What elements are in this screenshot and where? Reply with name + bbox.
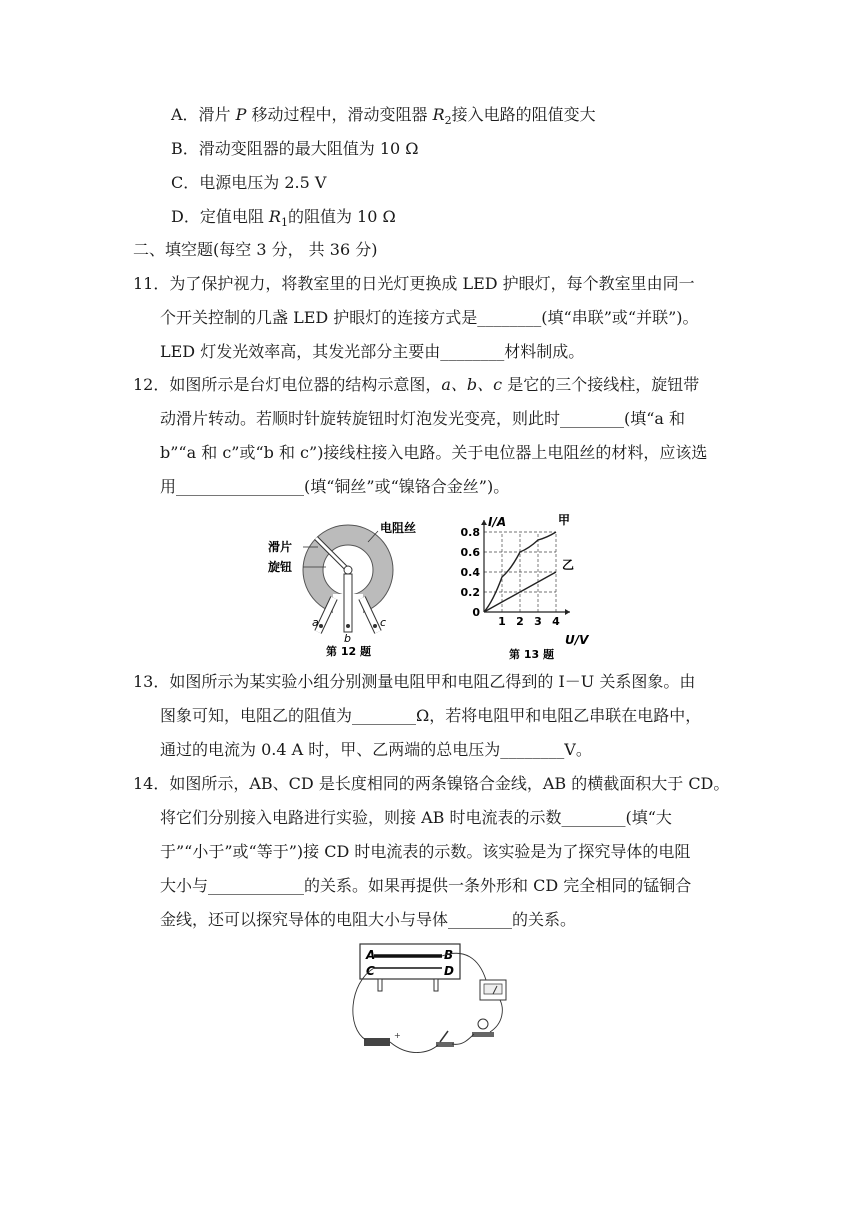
choice-a-r: R [432, 105, 445, 124]
y-tick-label: 0 [472, 606, 480, 619]
q14-line3: 于”“小于”或“等于”)接 CD 时电流表的示数。该实验是为了探究导体的电阻 [160, 842, 691, 861]
choice-a-prefix: A．滑片 [171, 105, 236, 124]
label-b: B [444, 948, 454, 962]
knob-center [344, 566, 352, 574]
y-tick-label: 0.6 [460, 546, 480, 559]
label-a: A [366, 948, 376, 962]
figure-12 [268, 514, 438, 659]
iu-chart [454, 510, 604, 660]
potentiometer-diagram [268, 514, 438, 659]
y-axis-arrow [481, 520, 487, 525]
choice-a [171, 104, 596, 132]
figure-14 [344, 938, 524, 1068]
circuit-diagram [344, 938, 524, 1068]
q12-line1-a: 12．如图所示是台灯电位器的结构示意图， [133, 375, 442, 394]
y-tick-label: 0.8 [460, 526, 480, 539]
label-slider: 滑片 [268, 540, 293, 554]
q11-line2: 个开关控制的几盏 LED 护眼灯的连接方式是________(填“串联”或“并联”)。 [160, 308, 699, 327]
y-tick-label: 0.2 [460, 586, 480, 599]
svg-text:+: + [394, 1031, 401, 1040]
caption-fig12: 第 12 题 [326, 645, 371, 658]
choice-d-r: R [268, 207, 281, 226]
x-axis-arrow [565, 609, 570, 615]
label-c: C [366, 964, 375, 978]
q14-line1: 14．如图所示，AB、CD 是长度相同的两条镍铬合金线，AB 的横截面积大于 CD。 [133, 774, 730, 793]
q13-line1: 13．如图所示为某实验小组分别测量电阻甲和电阻乙得到的 I－U 关系图象。由 [133, 672, 696, 691]
q12-line2: 动滑片转动。若顺时针旋转旋钮时灯泡发光变亮，则此时________(填“a 和 [160, 409, 686, 428]
section-heading: 二、填空题(每空 3 分， 共 36 分) [133, 240, 378, 259]
choice-a-mid: 移动过程中，滑动变阻器 [246, 105, 433, 124]
label-resistance-wire: 电阻丝 [380, 521, 417, 535]
q13-line2: 图象可知，电阻乙的阻值为________Ω，若将电阻甲和电阻乙串联在电路中， [160, 706, 702, 725]
q12-line3: b”“a 和 c”或“b 和 c”)接线柱接入电路。关于电位器上电阻丝的材料，应该选 [160, 443, 708, 462]
q13-line3: 通过的电流为 0.4 A 时，甲、乙两端的总电压为________V。 [160, 740, 592, 759]
choice-b: B．滑动变阻器的最大阻值为 10 Ω [171, 139, 419, 158]
battery [364, 1031, 401, 1046]
choice-d [171, 206, 396, 234]
figure-13 [454, 510, 604, 660]
choice-d-sub: 1 [280, 216, 288, 230]
label-terminal-a: a [312, 616, 319, 629]
label-terminal-b: b [344, 632, 351, 645]
q12-line1-b: 是它的三个接线柱，旋钮带 [502, 375, 700, 394]
q14-line2: 将它们分别接入电路进行实验，则接 AB 时电流表的示数________(填“大 [160, 808, 672, 827]
q12-line1-vars: a、b、c [441, 375, 503, 394]
choice-a-sub: 2 [444, 114, 452, 128]
y-tick-label: 0.4 [460, 566, 480, 579]
label-d: D [444, 964, 454, 978]
series-yi-label: 乙 [562, 558, 575, 572]
label-knob: 旋钮 [268, 560, 293, 574]
x-tick-label: 3 [534, 615, 542, 628]
terminal-b [344, 574, 352, 632]
bulb [472, 1019, 494, 1037]
switch [436, 1031, 454, 1047]
ammeter [480, 980, 506, 1000]
q11-line3: LED 灯发光效率高，其发光部分主要由________材料制成。 [160, 342, 585, 361]
label-terminal-c: c [380, 616, 387, 629]
q14-line5: 金线，还可以探究导体的电阻大小与导体________的关系。 [160, 910, 577, 929]
choice-a-suffix: 接入电路的阻值变大 [451, 105, 596, 124]
choice-d-prefix: D．定值电阻 [171, 207, 269, 226]
choice-d-suffix: 的阻值为 10 Ω [287, 207, 396, 226]
x-tick-label: 2 [516, 615, 524, 628]
x-tick-label: 1 [498, 615, 506, 628]
q14-line4: 大小与____________的关系。如果再提供一条外形和 CD 完全相同的锰铜合 [160, 876, 692, 895]
x-tick-label: 4 [552, 615, 560, 628]
q12-line4: 用________________(填“铜丝”或“镍铬合金丝”)。 [160, 477, 510, 496]
q11-line1: 11．为了保护视力，将教室里的日光灯更换成 LED 护眼灯，每个教室里由同一 [133, 274, 695, 293]
y-axis-label: I/A [488, 515, 507, 529]
series-jia-label: 甲 [558, 513, 571, 527]
choice-c: C．电源电压为 2.5 V [171, 173, 327, 192]
x-axis-label: U/V [565, 633, 589, 647]
choice-a-var: P [235, 105, 247, 124]
caption-fig13: 第 13 题 [509, 648, 554, 660]
q12-line1 [133, 374, 699, 396]
